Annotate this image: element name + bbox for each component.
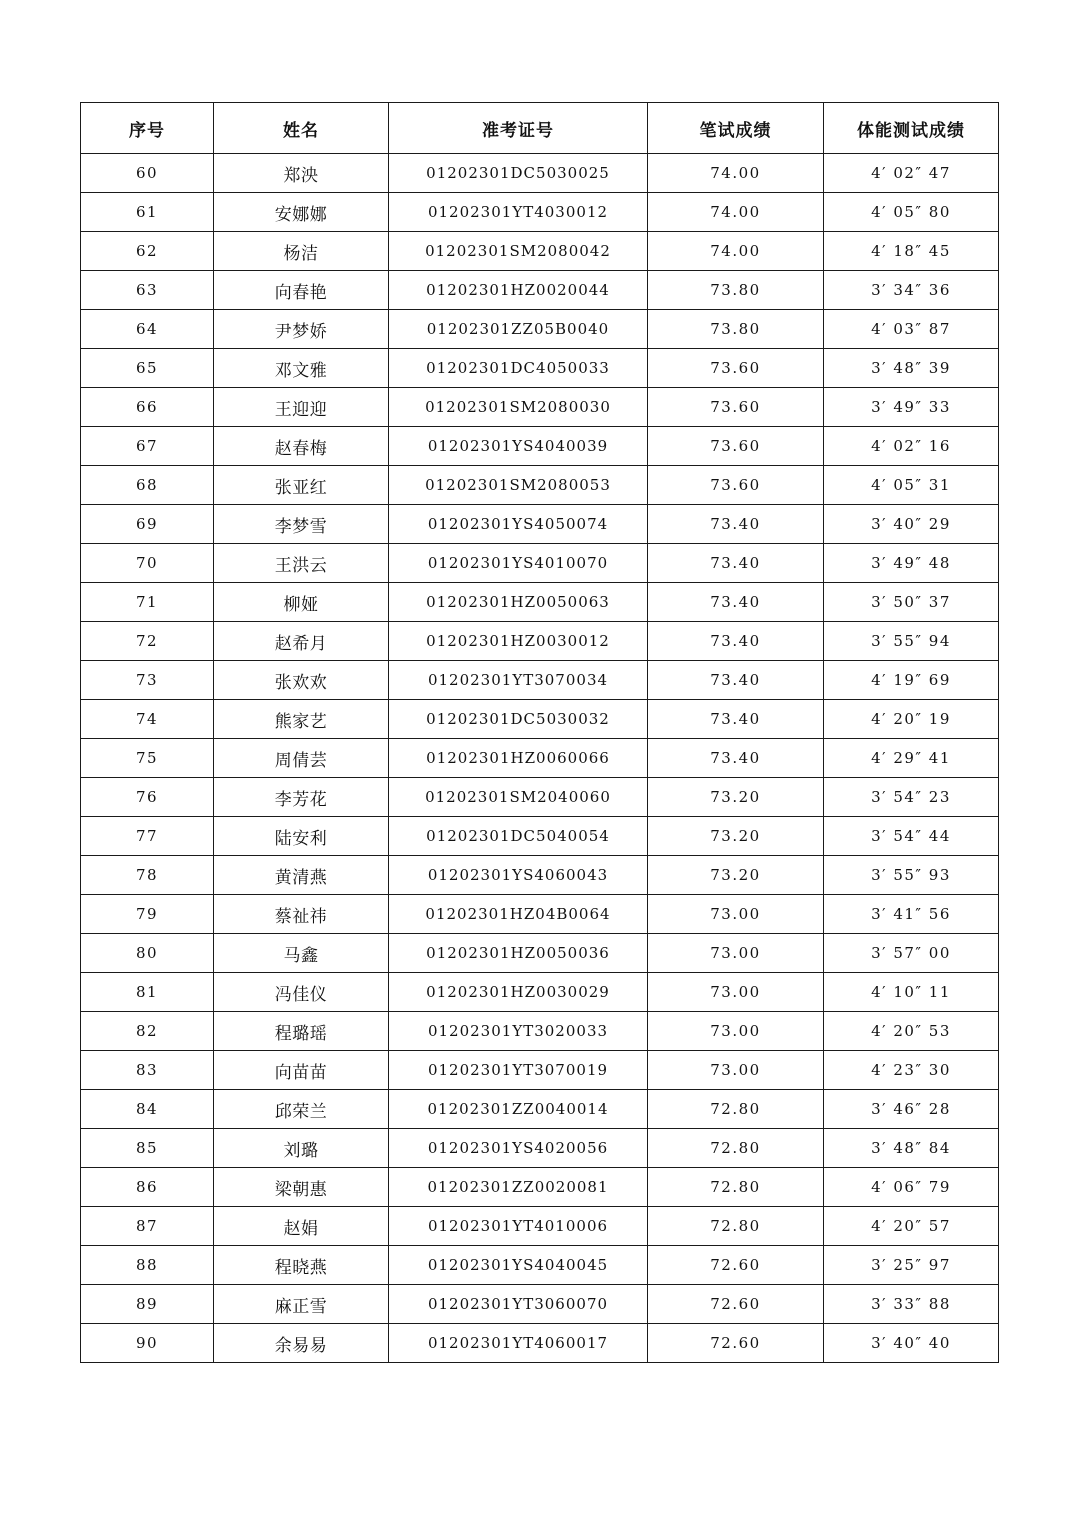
cell-written-score: 73.80 [648, 310, 824, 349]
cell-name: 刘璐 [214, 1129, 389, 1168]
cell-fitness-test-score: 4′ 03″ 87 [824, 310, 999, 349]
cell-name: 蔡祉祎 [214, 895, 389, 934]
cell-serial-number: 66 [81, 388, 214, 427]
cell-name: 邱荣兰 [214, 1090, 389, 1129]
cell-admission-ticket-number: 01202301DC5040054 [389, 817, 648, 856]
cell-serial-number: 71 [81, 583, 214, 622]
cell-written-score: 73.20 [648, 817, 824, 856]
cell-serial-number: 75 [81, 739, 214, 778]
cell-admission-ticket-number: 01202301HZ0030029 [389, 973, 648, 1012]
cell-fitness-test-score: 3′ 49″ 48 [824, 544, 999, 583]
cell-fitness-test-score: 3′ 40″ 40 [824, 1324, 999, 1363]
cell-admission-ticket-number: 01202301YT4030012 [389, 193, 648, 232]
cell-serial-number: 89 [81, 1285, 214, 1324]
table-row [81, 1285, 999, 1324]
cell-name: 王洪云 [214, 544, 389, 583]
cell-fitness-test-score: 4′ 20″ 57 [824, 1207, 999, 1246]
cell-written-score: 74.00 [648, 232, 824, 271]
table-row [81, 1246, 999, 1285]
table-row [81, 1324, 999, 1363]
cell-serial-number: 83 [81, 1051, 214, 1090]
table-row [81, 700, 999, 739]
cell-name: 马鑫 [214, 934, 389, 973]
cell-name: 安娜娜 [214, 193, 389, 232]
table-row [81, 271, 999, 310]
cell-name: 周倩芸 [214, 739, 389, 778]
cell-written-score: 73.40 [648, 583, 824, 622]
cell-written-score: 73.80 [648, 271, 824, 310]
cell-written-score: 73.40 [648, 700, 824, 739]
cell-fitness-test-score: 3′ 48″ 39 [824, 349, 999, 388]
cell-admission-ticket-number: 01202301ZZ05B0040 [389, 310, 648, 349]
cell-written-score: 73.40 [648, 505, 824, 544]
cell-written-score: 73.00 [648, 1051, 824, 1090]
cell-name: 陆安利 [214, 817, 389, 856]
cell-admission-ticket-number: 01202301YT4010006 [389, 1207, 648, 1246]
cell-admission-ticket-number: 01202301SM2080030 [389, 388, 648, 427]
table-row [81, 349, 999, 388]
cell-admission-ticket-number: 01202301SM2080053 [389, 466, 648, 505]
cell-admission-ticket-number: 01202301YT3070019 [389, 1051, 648, 1090]
table-body [81, 154, 999, 1363]
cell-fitness-test-score: 4′ 02″ 47 [824, 154, 999, 193]
header-written-score: 笔试成绩 [648, 103, 824, 154]
cell-name: 黄清燕 [214, 856, 389, 895]
cell-name: 邓文雅 [214, 349, 389, 388]
cell-fitness-test-score: 4′ 19″ 69 [824, 661, 999, 700]
cell-fitness-test-score: 4′ 20″ 53 [824, 1012, 999, 1051]
cell-written-score: 73.40 [648, 544, 824, 583]
cell-written-score: 73.60 [648, 427, 824, 466]
cell-name: 柳娅 [214, 583, 389, 622]
table-row [81, 1168, 999, 1207]
table-row [81, 895, 999, 934]
cell-fitness-test-score: 3′ 54″ 44 [824, 817, 999, 856]
cell-name: 赵娟 [214, 1207, 389, 1246]
cell-serial-number: 65 [81, 349, 214, 388]
table-row [81, 856, 999, 895]
header-admission-ticket-number: 准考证号 [389, 103, 648, 154]
cell-admission-ticket-number: 01202301YT3020033 [389, 1012, 648, 1051]
cell-name: 向苗苗 [214, 1051, 389, 1090]
header-row [81, 103, 999, 154]
table-row [81, 934, 999, 973]
cell-name: 赵希月 [214, 622, 389, 661]
cell-name: 赵春梅 [214, 427, 389, 466]
table-row [81, 739, 999, 778]
cell-name: 程晓燕 [214, 1246, 389, 1285]
header-fitness-test-score: 体能测试成绩 [824, 103, 999, 154]
cell-serial-number: 85 [81, 1129, 214, 1168]
cell-serial-number: 76 [81, 778, 214, 817]
cell-written-score: 72.60 [648, 1285, 824, 1324]
cell-fitness-test-score: 3′ 25″ 97 [824, 1246, 999, 1285]
cell-name: 向春艳 [214, 271, 389, 310]
table-row [81, 232, 999, 271]
cell-admission-ticket-number: 01202301ZZ0040014 [389, 1090, 648, 1129]
cell-written-score: 73.20 [648, 856, 824, 895]
cell-fitness-test-score: 3′ 41″ 56 [824, 895, 999, 934]
table-row [81, 661, 999, 700]
cell-serial-number: 61 [81, 193, 214, 232]
cell-name: 余易易 [214, 1324, 389, 1363]
cell-fitness-test-score: 3′ 34″ 36 [824, 271, 999, 310]
cell-serial-number: 79 [81, 895, 214, 934]
cell-admission-ticket-number: 01202301HZ0020044 [389, 271, 648, 310]
cell-written-score: 72.80 [648, 1090, 824, 1129]
cell-serial-number: 86 [81, 1168, 214, 1207]
cell-name: 王迎迎 [214, 388, 389, 427]
cell-serial-number: 74 [81, 700, 214, 739]
cell-serial-number: 64 [81, 310, 214, 349]
cell-written-score: 73.60 [648, 466, 824, 505]
cell-written-score: 73.60 [648, 349, 824, 388]
cell-admission-ticket-number: 01202301HZ0030012 [389, 622, 648, 661]
cell-admission-ticket-number: 01202301HZ0060066 [389, 739, 648, 778]
cell-admission-ticket-number: 01202301YS4020056 [389, 1129, 648, 1168]
table-header [81, 103, 999, 154]
cell-admission-ticket-number: 01202301YS4040045 [389, 1246, 648, 1285]
results-table [80, 102, 999, 1363]
table-row [81, 1090, 999, 1129]
cell-name: 郑泱 [214, 154, 389, 193]
cell-written-score: 74.00 [648, 154, 824, 193]
table-row [81, 1012, 999, 1051]
cell-admission-ticket-number: 01202301YT3070034 [389, 661, 648, 700]
cell-written-score: 73.00 [648, 934, 824, 973]
cell-serial-number: 73 [81, 661, 214, 700]
cell-name: 尹梦娇 [214, 310, 389, 349]
header-name: 姓名 [214, 103, 389, 154]
cell-written-score: 73.40 [648, 739, 824, 778]
cell-name: 熊家艺 [214, 700, 389, 739]
cell-admission-ticket-number: 01202301HZ0050063 [389, 583, 648, 622]
cell-fitness-test-score: 3′ 49″ 33 [824, 388, 999, 427]
cell-fitness-test-score: 4′ 05″ 31 [824, 466, 999, 505]
cell-admission-ticket-number: 01202301SM2040060 [389, 778, 648, 817]
cell-written-score: 73.00 [648, 1012, 824, 1051]
cell-fitness-test-score: 3′ 48″ 84 [824, 1129, 999, 1168]
cell-serial-number: 77 [81, 817, 214, 856]
cell-admission-ticket-number: 01202301HZ04B0064 [389, 895, 648, 934]
cell-fitness-test-score: 3′ 50″ 37 [824, 583, 999, 622]
cell-admission-ticket-number: 01202301ZZ0020081 [389, 1168, 648, 1207]
cell-serial-number: 67 [81, 427, 214, 466]
cell-written-score: 73.20 [648, 778, 824, 817]
cell-name: 李梦雪 [214, 505, 389, 544]
cell-fitness-test-score: 4′ 10″ 11 [824, 973, 999, 1012]
cell-written-score: 72.60 [648, 1324, 824, 1363]
cell-admission-ticket-number: 01202301YT4060017 [389, 1324, 648, 1363]
cell-fitness-test-score: 4′ 20″ 19 [824, 700, 999, 739]
cell-written-score: 72.80 [648, 1207, 824, 1246]
table-row [81, 583, 999, 622]
cell-fitness-test-score: 4′ 05″ 80 [824, 193, 999, 232]
cell-written-score: 73.60 [648, 388, 824, 427]
cell-written-score: 74.00 [648, 193, 824, 232]
cell-serial-number: 81 [81, 973, 214, 1012]
cell-admission-ticket-number: 01202301SM2080042 [389, 232, 648, 271]
table-row [81, 427, 999, 466]
cell-serial-number: 72 [81, 622, 214, 661]
cell-serial-number: 82 [81, 1012, 214, 1051]
cell-admission-ticket-number: 01202301HZ0050036 [389, 934, 648, 973]
cell-fitness-test-score: 4′ 29″ 41 [824, 739, 999, 778]
cell-serial-number: 88 [81, 1246, 214, 1285]
table-row [81, 1207, 999, 1246]
cell-admission-ticket-number: 01202301DC5030025 [389, 154, 648, 193]
cell-name: 麻正雪 [214, 1285, 389, 1324]
table-row [81, 505, 999, 544]
cell-serial-number: 84 [81, 1090, 214, 1129]
cell-name: 梁朝惠 [214, 1168, 389, 1207]
cell-admission-ticket-number: 01202301YS4010070 [389, 544, 648, 583]
cell-name: 冯佳仪 [214, 973, 389, 1012]
cell-serial-number: 69 [81, 505, 214, 544]
cell-serial-number: 60 [81, 154, 214, 193]
cell-serial-number: 70 [81, 544, 214, 583]
cell-serial-number: 87 [81, 1207, 214, 1246]
cell-admission-ticket-number: 01202301YS4040039 [389, 427, 648, 466]
cell-serial-number: 68 [81, 466, 214, 505]
table-row [81, 310, 999, 349]
cell-fitness-test-score: 4′ 23″ 30 [824, 1051, 999, 1090]
table-row [81, 1129, 999, 1168]
cell-name: 李芳花 [214, 778, 389, 817]
cell-admission-ticket-number: 01202301YS4050074 [389, 505, 648, 544]
cell-written-score: 72.80 [648, 1129, 824, 1168]
cell-fitness-test-score: 4′ 02″ 16 [824, 427, 999, 466]
table-row [81, 388, 999, 427]
cell-name: 程璐瑶 [214, 1012, 389, 1051]
cell-fitness-test-score: 3′ 55″ 94 [824, 622, 999, 661]
cell-serial-number: 78 [81, 856, 214, 895]
table-row [81, 622, 999, 661]
cell-written-score: 73.40 [648, 661, 824, 700]
table-row [81, 544, 999, 583]
table-row [81, 817, 999, 856]
cell-serial-number: 63 [81, 271, 214, 310]
cell-admission-ticket-number: 01202301DC5030032 [389, 700, 648, 739]
cell-written-score: 73.00 [648, 895, 824, 934]
cell-admission-ticket-number: 01202301YS4060043 [389, 856, 648, 895]
cell-serial-number: 62 [81, 232, 214, 271]
cell-fitness-test-score: 4′ 06″ 79 [824, 1168, 999, 1207]
cell-written-score: 72.60 [648, 1246, 824, 1285]
table-row [81, 1051, 999, 1090]
cell-admission-ticket-number: 01202301DC4050033 [389, 349, 648, 388]
table-row [81, 193, 999, 232]
cell-name: 杨洁 [214, 232, 389, 271]
cell-written-score: 73.00 [648, 973, 824, 1012]
table-row [81, 778, 999, 817]
cell-fitness-test-score: 3′ 55″ 93 [824, 856, 999, 895]
cell-fitness-test-score: 4′ 18″ 45 [824, 232, 999, 271]
cell-fitness-test-score: 3′ 33″ 88 [824, 1285, 999, 1324]
cell-fitness-test-score: 3′ 54″ 23 [824, 778, 999, 817]
cell-fitness-test-score: 3′ 46″ 28 [824, 1090, 999, 1129]
cell-name: 张亚红 [214, 466, 389, 505]
table-row [81, 466, 999, 505]
table-row [81, 154, 999, 193]
cell-admission-ticket-number: 01202301YT3060070 [389, 1285, 648, 1324]
cell-written-score: 72.80 [648, 1168, 824, 1207]
header-serial-number: 序号 [81, 103, 214, 154]
cell-serial-number: 80 [81, 934, 214, 973]
cell-fitness-test-score: 3′ 40″ 29 [824, 505, 999, 544]
results-sheet [80, 102, 998, 1363]
cell-serial-number: 90 [81, 1324, 214, 1363]
table-row [81, 973, 999, 1012]
cell-fitness-test-score: 3′ 57″ 00 [824, 934, 999, 973]
cell-written-score: 73.40 [648, 622, 824, 661]
cell-name: 张欢欢 [214, 661, 389, 700]
